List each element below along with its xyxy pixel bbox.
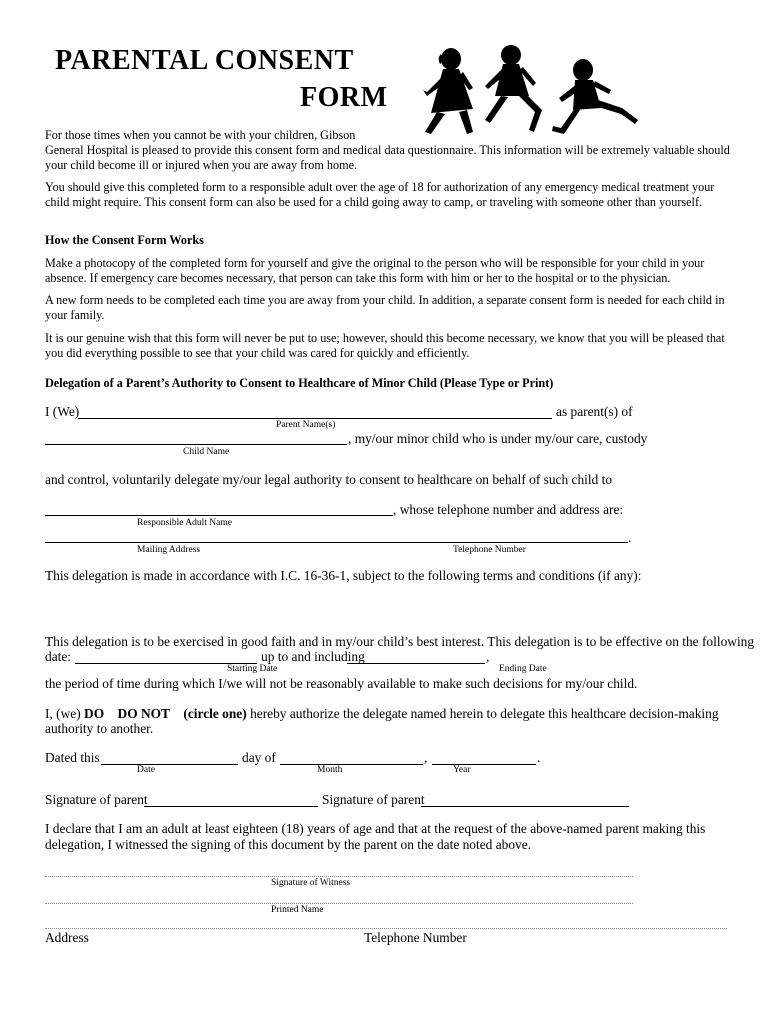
date-year-field[interactable] [432,764,536,765]
mailing-address-caption: Mailing Address [137,545,201,555]
up-to-including-text: up to and including [261,649,365,664]
witness-signature-field[interactable] [45,876,633,877]
authority-text: authority to another. [45,721,154,736]
date-day-field[interactable] [101,764,238,765]
how-it-works-heading: How the Consent Form Works [45,233,204,247]
ending-date-caption: Ending Date [499,664,547,674]
running-children-icon [415,42,645,142]
address-caption: Address [45,930,89,945]
signature-parent-1-field[interactable] [144,806,318,807]
intro-paragraph-1-first-line: For those times when you cannot be with your children, Gibson [45,128,356,142]
witness-signature-caption: Signature of Witness [271,878,351,888]
do-option[interactable]: DO [84,706,105,721]
ending-date-field[interactable] [347,663,485,664]
form-title-line2: FORM [300,82,388,113]
intro-paragraph-1-rest: General Hospital is pleased to provide this consent form and medical data questionnaire. This information will be extremely valuable should your child become ill or injured when you are away from home. [45,143,730,173]
signature-parent-2-field[interactable] [421,806,629,807]
date-label: date: [45,649,72,664]
telephone-caption: Telephone Number [364,930,467,945]
telephone-number-caption: Telephone Number [453,545,526,555]
do-not-option[interactable]: DO NOT [117,706,170,721]
i-we-do-label: I, (we) [45,706,81,721]
printed-name-field[interactable] [45,903,633,904]
terms-text: This delegation is made in accordance with I.C. 16-36-1, subject to the following terms and conditions (if any): [45,568,642,583]
date-caption: Date [137,765,155,775]
month-caption: Month [317,765,343,775]
signature-parent-2-label: Signature of parent [322,792,425,807]
day-of-label: day of [242,750,276,765]
delegation-heading: Delegation of a Parent’s Authority to Consent to Healthcare of Minor Child (Please Type or Print) [45,376,554,390]
starting-date-caption: Starting Date [227,664,278,674]
control-text: and control, voluntarily delegate my/our legal authority to consent to healthcare on behalf of such child to [45,472,613,487]
form-title-line1: PARENTAL CONSENT [55,45,354,76]
date-month-field[interactable] [280,764,423,765]
parent-names-field[interactable] [78,418,552,419]
year-caption: Year [453,765,471,775]
intro-paragraph-2: You should give this completed form to a responsible adult over the age of 18 for authorization of any emergency medical treatment your child might require. This consent form can also be used for a child going away to camp, or traveling with someone other than yourself. [45,180,715,210]
date-period: . [537,750,541,765]
intro-paragraph-4: A new form needs to be completed each time you are away from your child. In addition, a separate consent form is needed for each child in your family. [45,293,725,323]
mailing-address-field[interactable] [45,542,628,543]
as-parents-label: as parent(s) of [556,404,633,419]
authorize-text: hereby authorize the delegate named herein to delegate this healthcare decision-making [250,706,719,721]
child-name-caption: Child Name [183,447,230,457]
responsible-adult-field[interactable] [45,515,393,516]
printed-name-caption: Printed Name [271,905,324,915]
month-comma: , [424,750,428,765]
child-name-field[interactable] [45,444,347,445]
good-faith-text: This delegation is to be exercised in good faith and in my/our child’s best interest. This delegation is to be effective on the following [45,634,755,649]
intro-paragraph-3: Make a photocopy of the completed form for yourself and give the original to the person who will be responsible for your child in your absence. If emergency care becomes necessary, that person can take this form with him or her to the hospital or to the physician. [45,256,705,286]
i-we-label: I (We) [45,404,80,419]
authorize-line [45,706,719,722]
responsible-adult-caption: Responsible Adult Name [137,518,232,528]
period-text: the period of time during which I/we will not be reasonably available to make such decisions for my/our child. [45,676,638,691]
intro-paragraph-5: It is our genuine wish that this form will never be put to use; however, should this become necessary, we know that you will be pleased that you did everything possible to see that your child was cared for quickly and efficiently. [45,331,725,361]
minor-child-text: , my/our minor child who is under my/our care, custody [348,431,648,446]
ending-date-comma: , [486,649,490,664]
address-period: . [628,530,632,545]
dated-this-label: Dated this [45,750,100,765]
whose-telephone-text: , whose telephone number and address are: [393,502,624,517]
circle-one-note: (circle one) [183,706,247,721]
intro-paragraph-1 [45,128,730,174]
signature-parent-1-label: Signature of parent [45,792,148,807]
address-telephone-field[interactable] [45,928,727,929]
parent-names-caption: Parent Name(s) [276,420,336,430]
witness-declaration: I declare that I am an adult at least eighteen (18) years of age and that at the request of the above-named parent making this delegation, I witnessed the signing of this document by the parent on the date noted above. [45,821,706,852]
